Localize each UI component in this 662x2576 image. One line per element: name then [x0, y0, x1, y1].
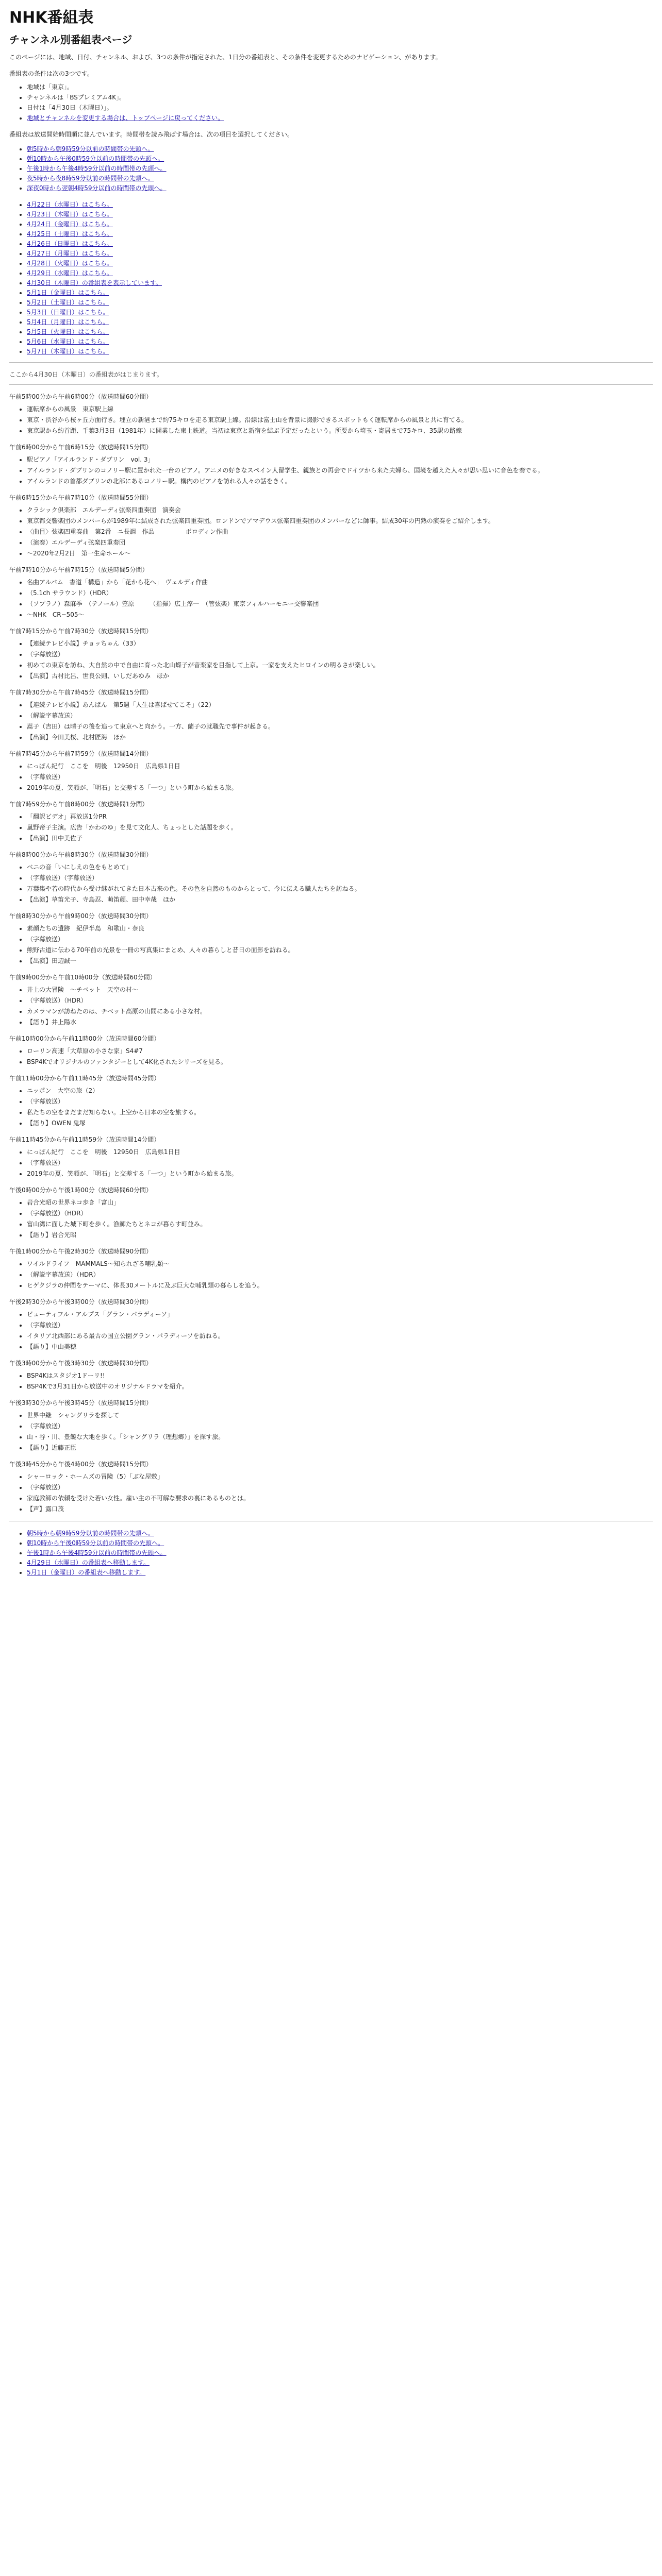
- program-entry: [9, 1034, 653, 1066]
- date-link[interactable]: 4月24日（金曜日）はこちら。: [27, 221, 113, 228]
- program-entry: [9, 911, 653, 965]
- program-lines: [27, 1259, 653, 1290]
- date-link[interactable]: 5月1日（金曜日）はこちら。: [27, 289, 109, 296]
- program-detail: • 東京都交響楽団のメンバーらが1989年に結成された弦楽四重奏団。ロンドンでアマデウス弦楽四重奏団のメンバーなどに師事。結成30年の円熟の演奏をご紹介します。: [27, 516, 653, 526]
- program-detail: • （解説字幕放送）: [27, 711, 653, 720]
- program-body: [9, 1259, 653, 1290]
- program-entry: [9, 1247, 653, 1290]
- date-link[interactable]: 5月3日（日曜日）はこちら。: [27, 309, 109, 316]
- footer-nav-item: [27, 1548, 653, 1557]
- program-time: 午前7時59分から午前8時00分（放送時間1分間）: [9, 801, 148, 808]
- program-body: [9, 700, 653, 742]
- program-body: [9, 985, 653, 1027]
- program-lines: [27, 700, 653, 742]
- program-detail: • （演奏）エルデーディ弦楽四重奏団: [27, 538, 653, 547]
- footer-nav-item: [27, 1538, 653, 1548]
- program-title: • 世界中継 シャングリラを探して: [27, 1411, 653, 1420]
- program-time: 午後1時00分から午後2時30分（放送時間90分間）: [9, 1248, 153, 1255]
- time-jump-link[interactable]: 夜5時から夜8時59分以前の時間帯の先頭へ。: [27, 175, 154, 182]
- program-lines: [27, 1411, 653, 1452]
- date-item: [27, 288, 653, 297]
- program-title: • BSP4Kはスタジオ1ドーリ!!: [27, 1371, 653, 1380]
- date-item: [27, 249, 653, 258]
- time-notice: 番組表は放送開始時間順に並んでいます。時間帯を読み飛ばす場合は、次の項目を選択してください。: [9, 131, 294, 138]
- program-time: 午前8時30分から午前9時00分（放送時間30分間）: [9, 912, 153, 920]
- footer-nav-item: [27, 1529, 653, 1538]
- date-link[interactable]: 4月28日（火曜日）はこちら。: [27, 260, 113, 267]
- program-time: 午後3時00分から午後3時30分（放送時間30分間）: [9, 1360, 153, 1367]
- program-detail: • ヒゲクジラの仲間をテーマに、体長30メートルに及ぶ巨大な哺乳類の暮らしを追う。: [27, 1281, 653, 1290]
- program-body: [9, 862, 653, 904]
- program-body: [9, 761, 653, 792]
- program-time: 午後3時30分から午後3時45分（放送時間15分間）: [9, 1399, 153, 1406]
- divider: [9, 384, 653, 385]
- schedule-start-note: ここから4月30日（木曜日）の番組表がはじまります。: [9, 371, 163, 378]
- program-entry: [9, 565, 653, 619]
- program-detail: • 東京駅から約首距、千葉3月3日（1981年）に開業した東上鉄道。当初は東京と新宿を結ぶ予定だったという。所要から埼玉・寄居まで75キロ、35駅の路線: [27, 426, 653, 435]
- time-jump-item: [27, 183, 653, 193]
- date-link[interactable]: 4月26日（日曜日）はこちら。: [27, 240, 113, 247]
- program-body: [9, 1472, 653, 1514]
- program-lines: [27, 505, 653, 558]
- date-item: [27, 200, 653, 209]
- change-region-link[interactable]: 地域とチャンネルを変更する場合は、トップページに戻ってください。: [27, 114, 224, 122]
- program-detail: • 2019年の夏、笑顔が、「明石」と交差する「一つ」という町から始まる旅。: [27, 783, 653, 792]
- time-jump-item: [27, 164, 653, 173]
- time-jump-list: [9, 144, 653, 193]
- program-body: [9, 1147, 653, 1178]
- time-jump-item: [27, 174, 653, 183]
- program-entry: [9, 688, 653, 742]
- program-entry: [9, 493, 653, 558]
- program-title: • シャーロック・ホームズの冒険（5）「ぶな屋敷」: [27, 1472, 653, 1481]
- date-item: [27, 239, 653, 248]
- program-body: [9, 578, 653, 619]
- program-body: [9, 1310, 653, 1351]
- program-detail: • 【出演】古村比呂、世良公則、いしだあゆみ ほか: [27, 671, 653, 681]
- program-detail: • （字幕放送）: [27, 1421, 653, 1431]
- program-detail: • 【出演】田辺誠一: [27, 956, 653, 965]
- program-detail: • アイルランドの首都ダブリンの北部にあるコノリー駅。構内のピアノを訪れる人々の話をきく。: [27, 477, 653, 486]
- program-time: 午前7時15分から午前7時30分（放送時間15分間）: [9, 628, 153, 635]
- date-link[interactable]: 5月5日（火曜日）はこちら。: [27, 328, 109, 335]
- program-entry: [9, 1297, 653, 1351]
- time-jump-link[interactable]: 午後1時から午後4時59分以前の時間帯の先頭へ。: [27, 165, 167, 172]
- footer-link[interactable]: 5月1日（金曜日）の番組表へ移動します。: [27, 1569, 146, 1576]
- program-body: [9, 1198, 653, 1240]
- program-body: [9, 505, 653, 558]
- intro-text: このページには、地域、日付、チャンネル、および、3つの条件が指定された、1日分の番組表と、その条件を変更するためのナビゲーション、があります。: [9, 54, 442, 61]
- program-detail: • BSP4Kで3月31日から放送中のオリジナルドラマを紹介。: [27, 1382, 653, 1391]
- program-detail: • 万葉集や若の時代から受け継がれてきた日本古来の色。その色を自然のものからとって、今に伝える職人たちを訪ねる。: [27, 884, 653, 893]
- program-detail: • 【声】露口茂: [27, 1504, 653, 1514]
- date-link[interactable]: 4月29日（水曜日）はこちら。: [27, 269, 113, 277]
- program-lines: [27, 1371, 653, 1391]
- time-jump-link[interactable]: 朝5時から朝9時59分以前の時間帯の先頭へ。: [27, 145, 154, 152]
- date-link[interactable]: 4月27日（月曜日）はこちら。: [27, 250, 113, 257]
- program-body: [9, 812, 653, 843]
- page-title: NHK番組表: [9, 9, 94, 27]
- program-title: • 井上の大冒険 〜チベット 天空の村〜: [27, 985, 653, 994]
- condition-change-item: [27, 113, 653, 123]
- program-lines: [27, 985, 653, 1027]
- program-detail: • 【出演】今田美桜、北村匠海 ほか: [27, 733, 653, 742]
- footer-nav-item: [27, 1568, 653, 1577]
- program-time: 午後2時30分から午後3時00分（放送時間30分間）: [9, 1298, 153, 1306]
- program-entry: [9, 1185, 653, 1240]
- program-detail: • （解説字幕放送）（HDR）: [27, 1270, 653, 1279]
- time-jump-link[interactable]: 深夜0時から翌朝4時59分以前の時間帯の先頭へ。: [27, 184, 167, 192]
- date-link[interactable]: 5月7日（木曜日）はこちら。: [27, 348, 109, 355]
- program-detail: • 【語り】中山美穂: [27, 1342, 653, 1351]
- program-lines: [27, 1472, 653, 1514]
- program-detail: • 熊野古道に伝わる70年前の光景を一冊の写真集にまとめ、人々の暮らしと昔日の面影を訪ねる。: [27, 945, 653, 955]
- program-detail: • 東京・渋谷から桜ヶ丘方面行き。埋立の新港まで約75キロを走る東京駅上線。沿線は富士山を背景に撮影できるスポットもく運転席からの風景と共に育てる。: [27, 415, 653, 425]
- footer-link[interactable]: 午後1時から午後4時59分以前の時間帯の先頭へ。: [27, 1549, 167, 1556]
- program-detail: • 【語り】岩合光昭: [27, 1230, 653, 1240]
- date-link[interactable]: 5月6日（水曜日）はこちら。: [27, 338, 109, 345]
- program-title: • ベニの音「いにしえの色をもとめて」: [27, 862, 653, 872]
- program-lines: [27, 862, 653, 904]
- program-detail: • （字幕放送）（字幕放送）: [27, 873, 653, 883]
- program-detail: • （字幕放送）: [27, 1158, 653, 1167]
- program-list: [9, 392, 653, 1514]
- program-title: • 【連続テレビ小説】チョッちゃん（33）: [27, 639, 653, 648]
- date-item: [27, 308, 653, 317]
- program-entry: [9, 749, 653, 792]
- program-lines: [27, 578, 653, 619]
- program-time: 午前9時00分から午前10時00分（放送時間60分間）: [9, 974, 156, 981]
- program-time: 午前7時45分から午前7時59分（放送時間14分間）: [9, 750, 153, 757]
- program-detail: • 嵩子（吉田）は晴子の後を追って東京へと向かう。一方、蘭子の就職先で事件が起きる。: [27, 722, 653, 731]
- program-entry: [9, 1460, 653, 1514]
- program-detail: • 【出演】草笛光子、寺島忍、萌笛顔、田中幸哉 ほか: [27, 895, 653, 904]
- program-entry: [9, 392, 653, 435]
- program-entry: [9, 800, 653, 843]
- program-lines: [27, 1086, 653, 1128]
- condition-date: • 日付は「4月30日（木曜日）」。: [27, 103, 653, 112]
- program-detail: • （字幕放送）: [27, 1097, 653, 1106]
- program-time: 午前5時00分から午前6時00分（放送時間60分間）: [9, 393, 153, 400]
- program-body: [9, 404, 653, 435]
- program-time: 午前7時30分から午前7時45分（放送時間15分間）: [9, 689, 153, 696]
- program-time: 午前7時10分から午前7時15分（放送時間5分間）: [9, 566, 148, 573]
- program-lines: [27, 455, 653, 486]
- date-item: [27, 298, 653, 307]
- program-detail: • 【語り】井上陽水: [27, 1018, 653, 1027]
- program-entry: [9, 1074, 653, 1128]
- program-detail: • （字幕放送）: [27, 1483, 653, 1492]
- program-detail: • 〈曲目〉弦楽四重奏曲 第2番 ニ長調 作品 ボロディン作曲: [27, 527, 653, 536]
- program-detail: • （ソプラノ）森麻季 （テノール）笠原 （指揮）広上淳一 （管弦楽）東京フィルハーモニー交響楽団: [27, 599, 653, 608]
- time-jump-link[interactable]: 朝10時から午後0時59分以前の時間帯の先頭へ。: [27, 155, 164, 162]
- divider: [9, 362, 653, 363]
- date-item: [27, 317, 653, 327]
- program-lines: [27, 1046, 653, 1066]
- date-link-current[interactable]: 4月30日（木曜日）の番組表を表示しています。: [27, 279, 162, 286]
- program-detail: • BSP4Kでオリジナルのファンタジーとして4K化されたシリーズを見る。: [27, 1057, 653, 1066]
- program-title: • にっぽん紀行 ここを 明後 12950日 広島県1日目: [27, 1147, 653, 1157]
- footer-nav: [9, 1529, 653, 1577]
- program-lines: [27, 1198, 653, 1240]
- program-entry: [9, 1359, 653, 1391]
- program-body: [9, 924, 653, 965]
- program-detail: • 〜NHK CR−505〜: [27, 610, 653, 619]
- program-lines: [27, 404, 653, 435]
- program-body: [9, 1086, 653, 1128]
- program-body: [9, 1046, 653, 1066]
- program-detail: • （字幕放送）: [27, 1320, 653, 1330]
- program-title: • 【連続テレビ小説】あんぱん 第5週「人生は喜ばせてこそ」（22）: [27, 700, 653, 709]
- program-title: • クラシック倶楽部 エルデーディ弦楽四重奏団 演奏会: [27, 505, 653, 515]
- program-entry: [9, 626, 653, 681]
- program-entry: [9, 973, 653, 1027]
- date-item: [27, 327, 653, 336]
- program-title: • 名曲アルバム 書道「構造」から「花から花へ」 ヴェルディ作曲: [27, 578, 653, 587]
- program-title: • 駅ピアノ「アイルランド・ダブリン vol. 3」: [27, 455, 653, 464]
- program-detail: • 私たちの空をまだまだ知らない。上空から日本の空を旅する。: [27, 1108, 653, 1117]
- conditions-lead: 番組表の条件は次の3つです。: [9, 70, 93, 77]
- date-link[interactable]: 4月25日（土曜日）はこちら。: [27, 230, 113, 238]
- program-time: 午前11時00分から午前11時45分（放送時間45分間）: [9, 1075, 160, 1082]
- condition-region: • 地域は「東京」。: [27, 82, 653, 92]
- program-title: • ニッポン 大空の旅（2）: [27, 1086, 653, 1095]
- program-detail: • カメラマンが訪ねたのは、チベット高原の山間にある小さな村。: [27, 1007, 653, 1016]
- date-item: [27, 229, 653, 239]
- program-detail: • 初めての東京を訪ね、大自然の中で自由に育った北山蝶子が音楽家を目指して上京。一家を支えたヒロインの明るさが楽しい。: [27, 660, 653, 670]
- program-title: • 運転席からの風景 東京駅上線: [27, 404, 653, 414]
- footer-link[interactable]: 朝10時から午後0時59分以前の時間帯の先頭へ。: [27, 1539, 164, 1547]
- condition-channel: • チャンネルは「BSプレミアム4K」。: [27, 93, 653, 102]
- program-entry: [9, 1398, 653, 1452]
- program-time: 午前11時45分から午前11時59分（放送時間14分間）: [9, 1136, 160, 1143]
- program-detail: • 家庭教師の依頼を受けた若い女性。雇い主の不可解な要求の裏にあるものとは。: [27, 1494, 653, 1503]
- program-title: • ビューティフル・アルプス「グラン・パラディーソ」: [27, 1310, 653, 1319]
- program-time: 午前6時00分から午前6時15分（放送時間15分間）: [9, 444, 153, 451]
- date-item-current: [27, 278, 653, 287]
- date-link[interactable]: 4月23日（木曜日）はこちら。: [27, 211, 113, 218]
- program-time: 午前10時00分から午前11時00分（放送時間60分間）: [9, 1035, 160, 1042]
- program-lines: [27, 1147, 653, 1178]
- date-link[interactable]: 4月22日（水曜日）はこちら。: [27, 201, 113, 208]
- program-time: 午後3時45分から午後4時00分（放送時間15分間）: [9, 1461, 153, 1468]
- program-detail: • （字幕放送）（HDR）: [27, 1209, 653, 1218]
- program-title: • 素顔たちの遺跡 紀伊半島 和歌山・奈良: [27, 924, 653, 933]
- date-item: [27, 219, 653, 229]
- program-detail: • 【出演】田中美佐子: [27, 834, 653, 843]
- date-item: [27, 347, 653, 356]
- program-title: • 岩合光昭の世界ネコ歩き「富山」: [27, 1198, 653, 1207]
- program-detail: • （5.1ch サラウンド）（HDR）: [27, 588, 653, 598]
- date-item: [27, 259, 653, 268]
- program-body: [9, 1411, 653, 1452]
- program-title: • ワイルドライフ MAMMALS〜知られざる哺乳類〜: [27, 1259, 653, 1268]
- date-item: [27, 268, 653, 278]
- program-entry: [9, 1135, 653, 1178]
- program-body: [9, 455, 653, 486]
- program-time: 午前8時00分から午前8時30分（放送時間30分間）: [9, 851, 153, 858]
- date-list: [9, 200, 653, 356]
- program-detail: • 【語り】OWEN 鬼塚: [27, 1118, 653, 1128]
- program-title: • 「翻訳ビデオ」再放送1分PR: [27, 812, 653, 821]
- program-lines: [27, 761, 653, 792]
- program-lines: [27, 924, 653, 965]
- program-entry: [9, 850, 653, 904]
- program-body: [9, 1371, 653, 1391]
- date-item: [27, 337, 653, 346]
- program-detail: • 2019年の夏、笑顔が、「明石」と交差する「一つ」という町から始まる旅。: [27, 1169, 653, 1178]
- footer-nav-item: [27, 1558, 653, 1567]
- page-subtitle: チャンネル別番組表ページ: [9, 33, 133, 46]
- program-title: • ローリン高速「大草原の小さな家」S4#7: [27, 1046, 653, 1056]
- footer-link[interactable]: 4月29日（水曜日）の番組表へ移動します。: [27, 1559, 150, 1566]
- condition-list: [9, 82, 653, 123]
- program-detail: • 嵐野帝子主演。広告「かわのゆ」を見て文化人、ちょっとした話題を歩く。: [27, 823, 653, 832]
- time-jump-item: [27, 144, 653, 154]
- program-detail: • （字幕放送）: [27, 650, 653, 659]
- program-lines: [27, 639, 653, 681]
- program-lines: [27, 1310, 653, 1351]
- footer-link[interactable]: 朝5時から朝9時59分以前の時間帯の先頭へ。: [27, 1530, 154, 1537]
- program-time: 午後0時00分から午後1時00分（放送時間60分間）: [9, 1187, 153, 1194]
- program-detail: • イタリア北西部にある最古の国立公園グラン・パラディーソを訪ねる。: [27, 1331, 653, 1341]
- program-detail: • アイルランド・ダブリンのコノリー駅に置かれた一台のピアノ。アニメの好きなスペイン人留学生、親族との再会でドイツから来た夫婦ら、国境を越えた人々が思い思いに音色を奏でる。: [27, 466, 653, 475]
- program-detail: • 〜2020年2月2日 第一生命ホール〜: [27, 549, 653, 558]
- date-link[interactable]: 5月2日（土曜日）はこちら。: [27, 299, 109, 306]
- program-detail: • 山・谷・川、豊饒な大地を歩く。「シャングリラ（理想郷）」を探す旅。: [27, 1432, 653, 1442]
- time-jump-item: [27, 154, 653, 163]
- program-entry: [9, 443, 653, 486]
- program-detail: • （字幕放送）: [27, 772, 653, 782]
- program-detail: • （字幕放送）（HDR）: [27, 996, 653, 1005]
- program-detail: • 富山湾に面した城下町を歩く。漁師たちとネコが暮らす町並み。: [27, 1219, 653, 1229]
- program-title: • にっぽん紀行 ここを 明後 12950日 広島県1日目: [27, 761, 653, 771]
- date-link[interactable]: 5月4日（月曜日）はこちら。: [27, 318, 109, 326]
- date-item: [27, 210, 653, 219]
- program-body: [9, 639, 653, 681]
- program-detail: • 【語り】近藤正臣: [27, 1443, 653, 1452]
- program-lines: [27, 812, 653, 843]
- program-time: 午前6時15分から午前7時10分（放送時間55分間）: [9, 494, 153, 501]
- program-detail: • （字幕放送）: [27, 935, 653, 944]
